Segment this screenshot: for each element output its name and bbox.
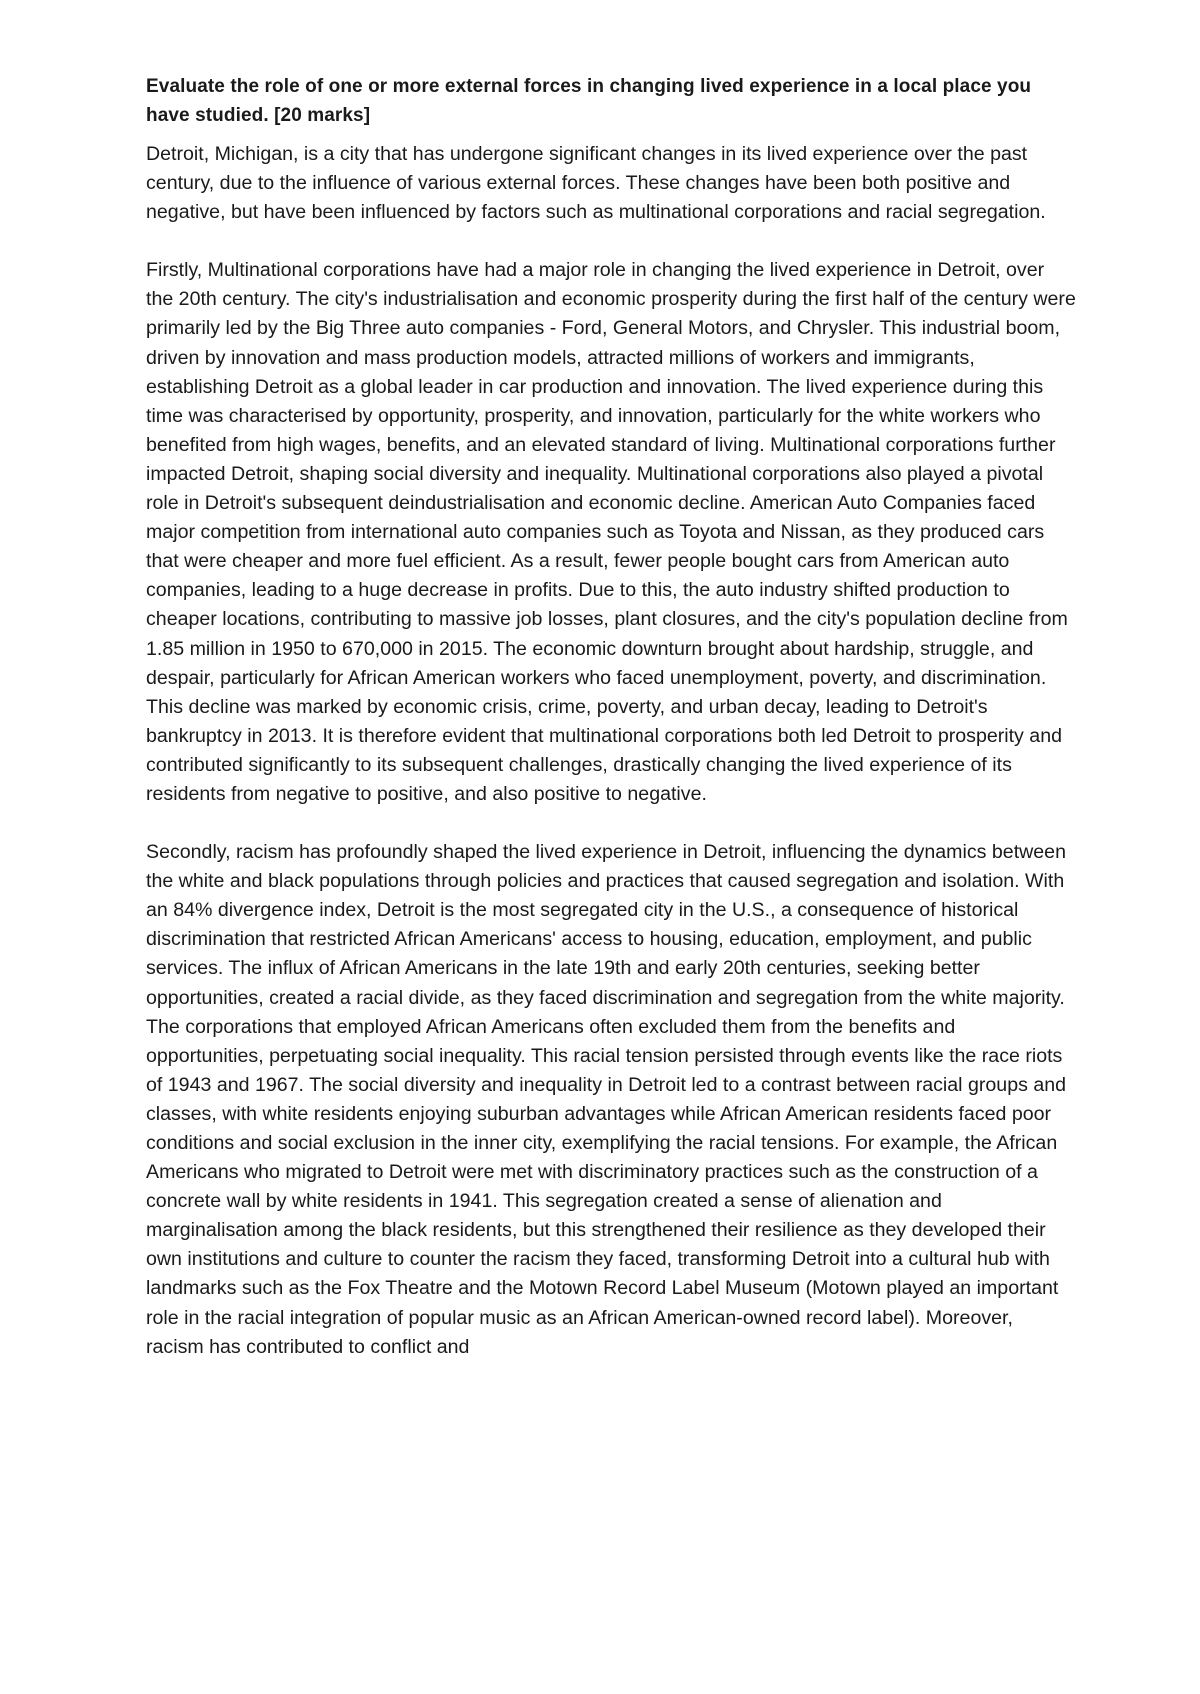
essay-question: Evaluate the role of one or more external forces in changing lived experience in a local place you have studied. [20 marks] — [146, 76, 1032, 126]
paragraph-racism: Secondly, racism has profoundly shaped the lived experience in Detroit, influencing the dynamics between the white and black populations through policies and practices that caused segregation and isolation. With an 84% divergence index, Detroit is the most segregated city in the U.S., a consequence of historical discrimination that restricted African Americans' access to housing, education, employment, and public services. The influx of African Americans in the late 19th and early 20th centuries, seeking better opportunities, created a racial divide, as they faced discrimination and segregation from the white majority. The corporations that employed African Americans often excluded them from the benefits and opportunities, perpetuating social inequality. This racial tension persisted through events like the race riots of 1943 and 1967. The social diversity and inequality in Detroit led to a contrast between racial groups and classes, with white residents enjoying suburban advantages while African American residents faced poor conditions and social exclusion in the inner city, exemplifying the racial tensions. For example, the African Americans who migrated to Detroit were met with discriminatory practices such as the construction of a concrete wall by white residents in 1941. This segregation created a sense of alienation and marginalisation among the black residents, but this strengthened their resilience as they developed their own institutions and culture to counter the racism they faced, transforming Detroit into a cultural hub with landmarks such as the Fox Theatre and the Motown Record Label Museum (Motown played an important role in the racial integration of popular music as an African American-owned record label). Moreover, racism has contributed to conflict and — [146, 841, 1067, 1358]
document-body — [146, 72, 1076, 1391]
paragraph-introduction: Detroit, Michigan, is a city that has undergone significant changes in its lived experience over the past century, due to the influence of various external forces. These changes have been both positive and negative, but have been influenced by factors such as multinational corporations and racial segregation. — [146, 143, 1046, 224]
paragraph-multinational-corporations: Firstly, Multinational corporations have had a major role in changing the lived experience in Detroit, over the 20th century. The city's industrialisation and economic prosperity during the first half of the century were primarily led by the Big Three auto companies - Ford, General Motors, and Chrysler. This industrial boom, driven by innovation and mass production models, attracted millions of workers and immigrants, establishing Detroit as a global leader in car production and innovation. The lived experience during this time was characterised by opportunity, prosperity, and innovation, particularly for the white workers who benefited from high wages, benefits, and an elevated standard of living. Multinational corporations further impacted Detroit, shaping social diversity and inequality. Multinational corporations also played a pivotal role in Detroit's subsequent deindustrialisation and economic decline. American Auto Companies faced major competition from international auto companies such as Toyota and Nissan, as they produced cars that were cheaper and more fuel efficient. As a result, fewer people bought cars from American auto companies, leading to a huge decrease in profits. Due to this, the auto industry shifted production to cheaper locations, contributing to massive job losses, plant closures, and the city's population decline from 1.85 million in 1950 to 670,000 in 2015. The economic downturn brought about hardship, struggle, and despair, particularly for African American workers who faced unemployment, poverty, and discrimination. This decline was marked by economic crisis, crime, poverty, and urban decay, leading to Detroit's bankruptcy in 2013. It is therefore evident that multinational corporations both led Detroit to prosperity and contributed significantly to its subsequent challenges, drastically changing the lived experience of its residents from negative to positive, and also positive to negative. — [146, 259, 1076, 805]
